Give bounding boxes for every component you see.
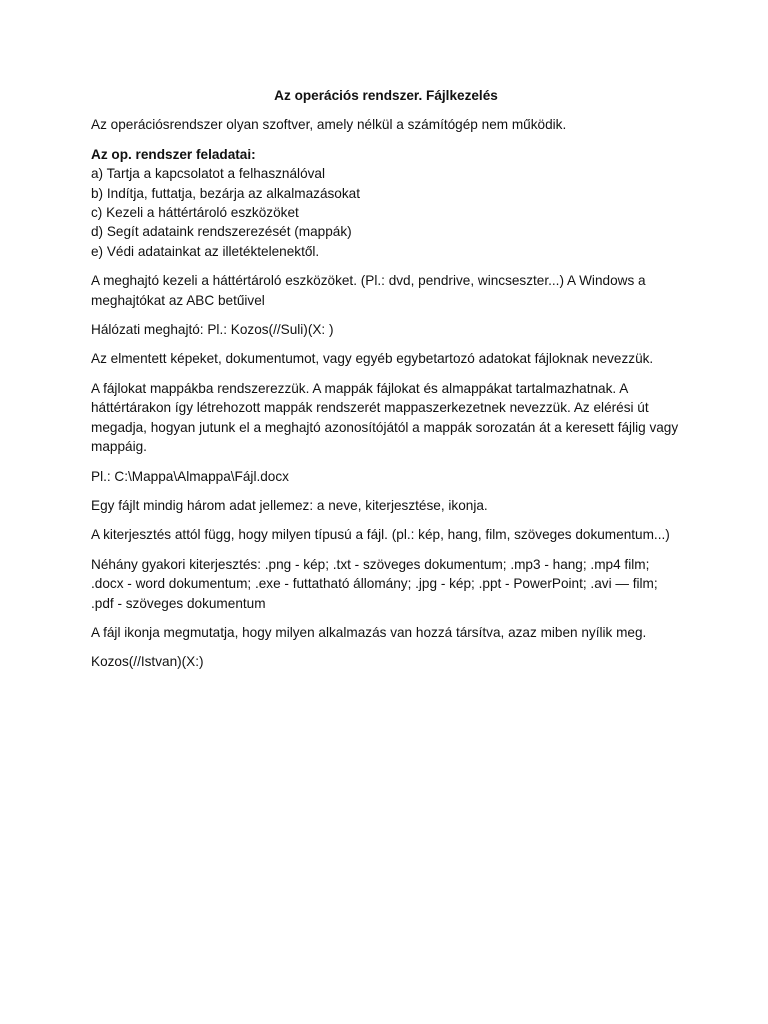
task-item-e: e) Védi adatainkat az illetéktelenektől. [91, 243, 320, 259]
task-item-b: b) Indítja, futtatja, bezárja az alkalmazásokat [91, 185, 360, 201]
shared-drive-paragraph: Kozos(//Istvan)(X:) [91, 654, 204, 670]
folders-paragraph: A fájlokat mappákba rendszerezzük. A mappák fájlokat és almappákat tartalmazhatnak. A háttértárakon így létrehozott mappák rendszerét mappaszerkezetnek nevezzük. Az elérési út megadja, hogyan jutunk el a meghajtó azonosítójától a mappák sorozatán át a keresett fájlig vagy mappáig. [91, 380, 679, 455]
files-paragraph: Az elmentett képeket, dokumentumot, vagy egyéb egybetartozó adatokat fájloknak nevezzük. [91, 351, 654, 367]
document-content [91, 86, 681, 682]
tasks-list [91, 164, 681, 261]
tasks-heading: Az op. rendszer feladatai: [91, 146, 256, 162]
intro-paragraph: Az operációsrendszer olyan szoftver, amely nélkül a számítógép nem működik. [91, 117, 567, 133]
network-drive-paragraph: Hálózati meghajtó: Pl.: Kozos(//Suli)(X: ) [91, 322, 334, 338]
task-item-a: a) Tartja a kapcsolatot a felhasználóval [91, 166, 326, 182]
task-item-d: d) Segít adataink rendszerezését (mappák) [91, 224, 352, 240]
file-attributes-paragraph: Egy fájlt mindig három adat jellemez: a neve, kiterjesztése, ikonja. [91, 497, 488, 513]
icon-paragraph: A fájl ikonja megmutatja, hogy milyen alkalmazás van hozzá társítva, azaz miben nyílik meg. [91, 624, 647, 640]
path-example-paragraph: Pl.: C:\Mappa\Almappa\Fájl.docx [91, 468, 289, 484]
task-item-c: c) Kezeli a háttértároló eszközöket [91, 205, 299, 221]
document-title: Az operációs rendszer. Fájlkezelés [274, 88, 498, 103]
common-extensions-paragraph: Néhány gyakori kiterjesztés: .png - kép; .txt - szöveges dokumentum; .mp3 - hang; .mp4 film; .docx - word dokumentum; .exe - futtatható állomány; .jpg - kép; .ppt - PowerPoint; .avi — film; .pdf - szöveges dokumentum [91, 556, 658, 611]
extension-paragraph: A kiterjesztés attól függ, hogy milyen típusú a fájl. (pl.: kép, hang, film, szöveges dokumentum...) [91, 527, 670, 543]
drive-paragraph: A meghajtó kezeli a háttértároló eszközöket. (Pl.: dvd, pendrive, wincseszter...) A Windows a meghajtókat az ABC betűivel [91, 273, 646, 308]
